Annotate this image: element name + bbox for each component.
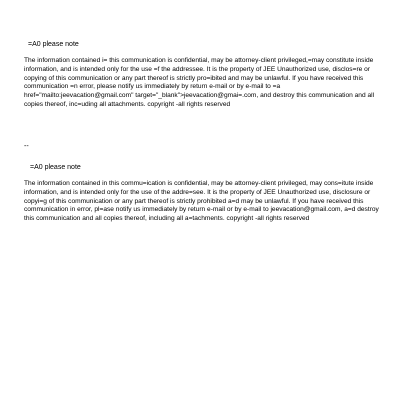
notice-1-heading: =A0 please note — [28, 41, 79, 48]
signature-separator: -- — [24, 143, 29, 150]
notice-1-body: The information contained i= this communication is confidential, may be attorney-client privileged,=may constitute inside information, and is intended only for the use =f the addressee. It is the property of JEE Unauthorized use, disclos=re or copying of this communication or any part thereof is strictly pro=ibited and may be unlawful. If you have received this communication =n error, please notify us immediately by return e-mail or by e-mail to =a href="mailto:jeevacation@gmail.com" target="_blank">jeevacation@gmai=.com, and destroy this communication and all copies thereof, inc=uding all attachments. copyright -all rights reserved — [24, 57, 375, 108]
notice-2-heading: =A0 please note — [30, 164, 81, 171]
notice-2-body: The information contained in this commu=ication is confidential, may be attorney-client privileged, may cons=itute inside information, and is intended only for the use of the addre=see. It is the property of JEE Unauthorized use, disclosure or copyi=g of this communication or any part thereof is strictly prohibited a=d may be unlawful. If you have received this communication in error, pl=ase notify us immediately by return e-mail or by e-mail to jeevacation@gmail.com, a=d destroy this communication and all copies thereof, including all a=tachments. copyright -all rights reserved — [24, 180, 379, 223]
